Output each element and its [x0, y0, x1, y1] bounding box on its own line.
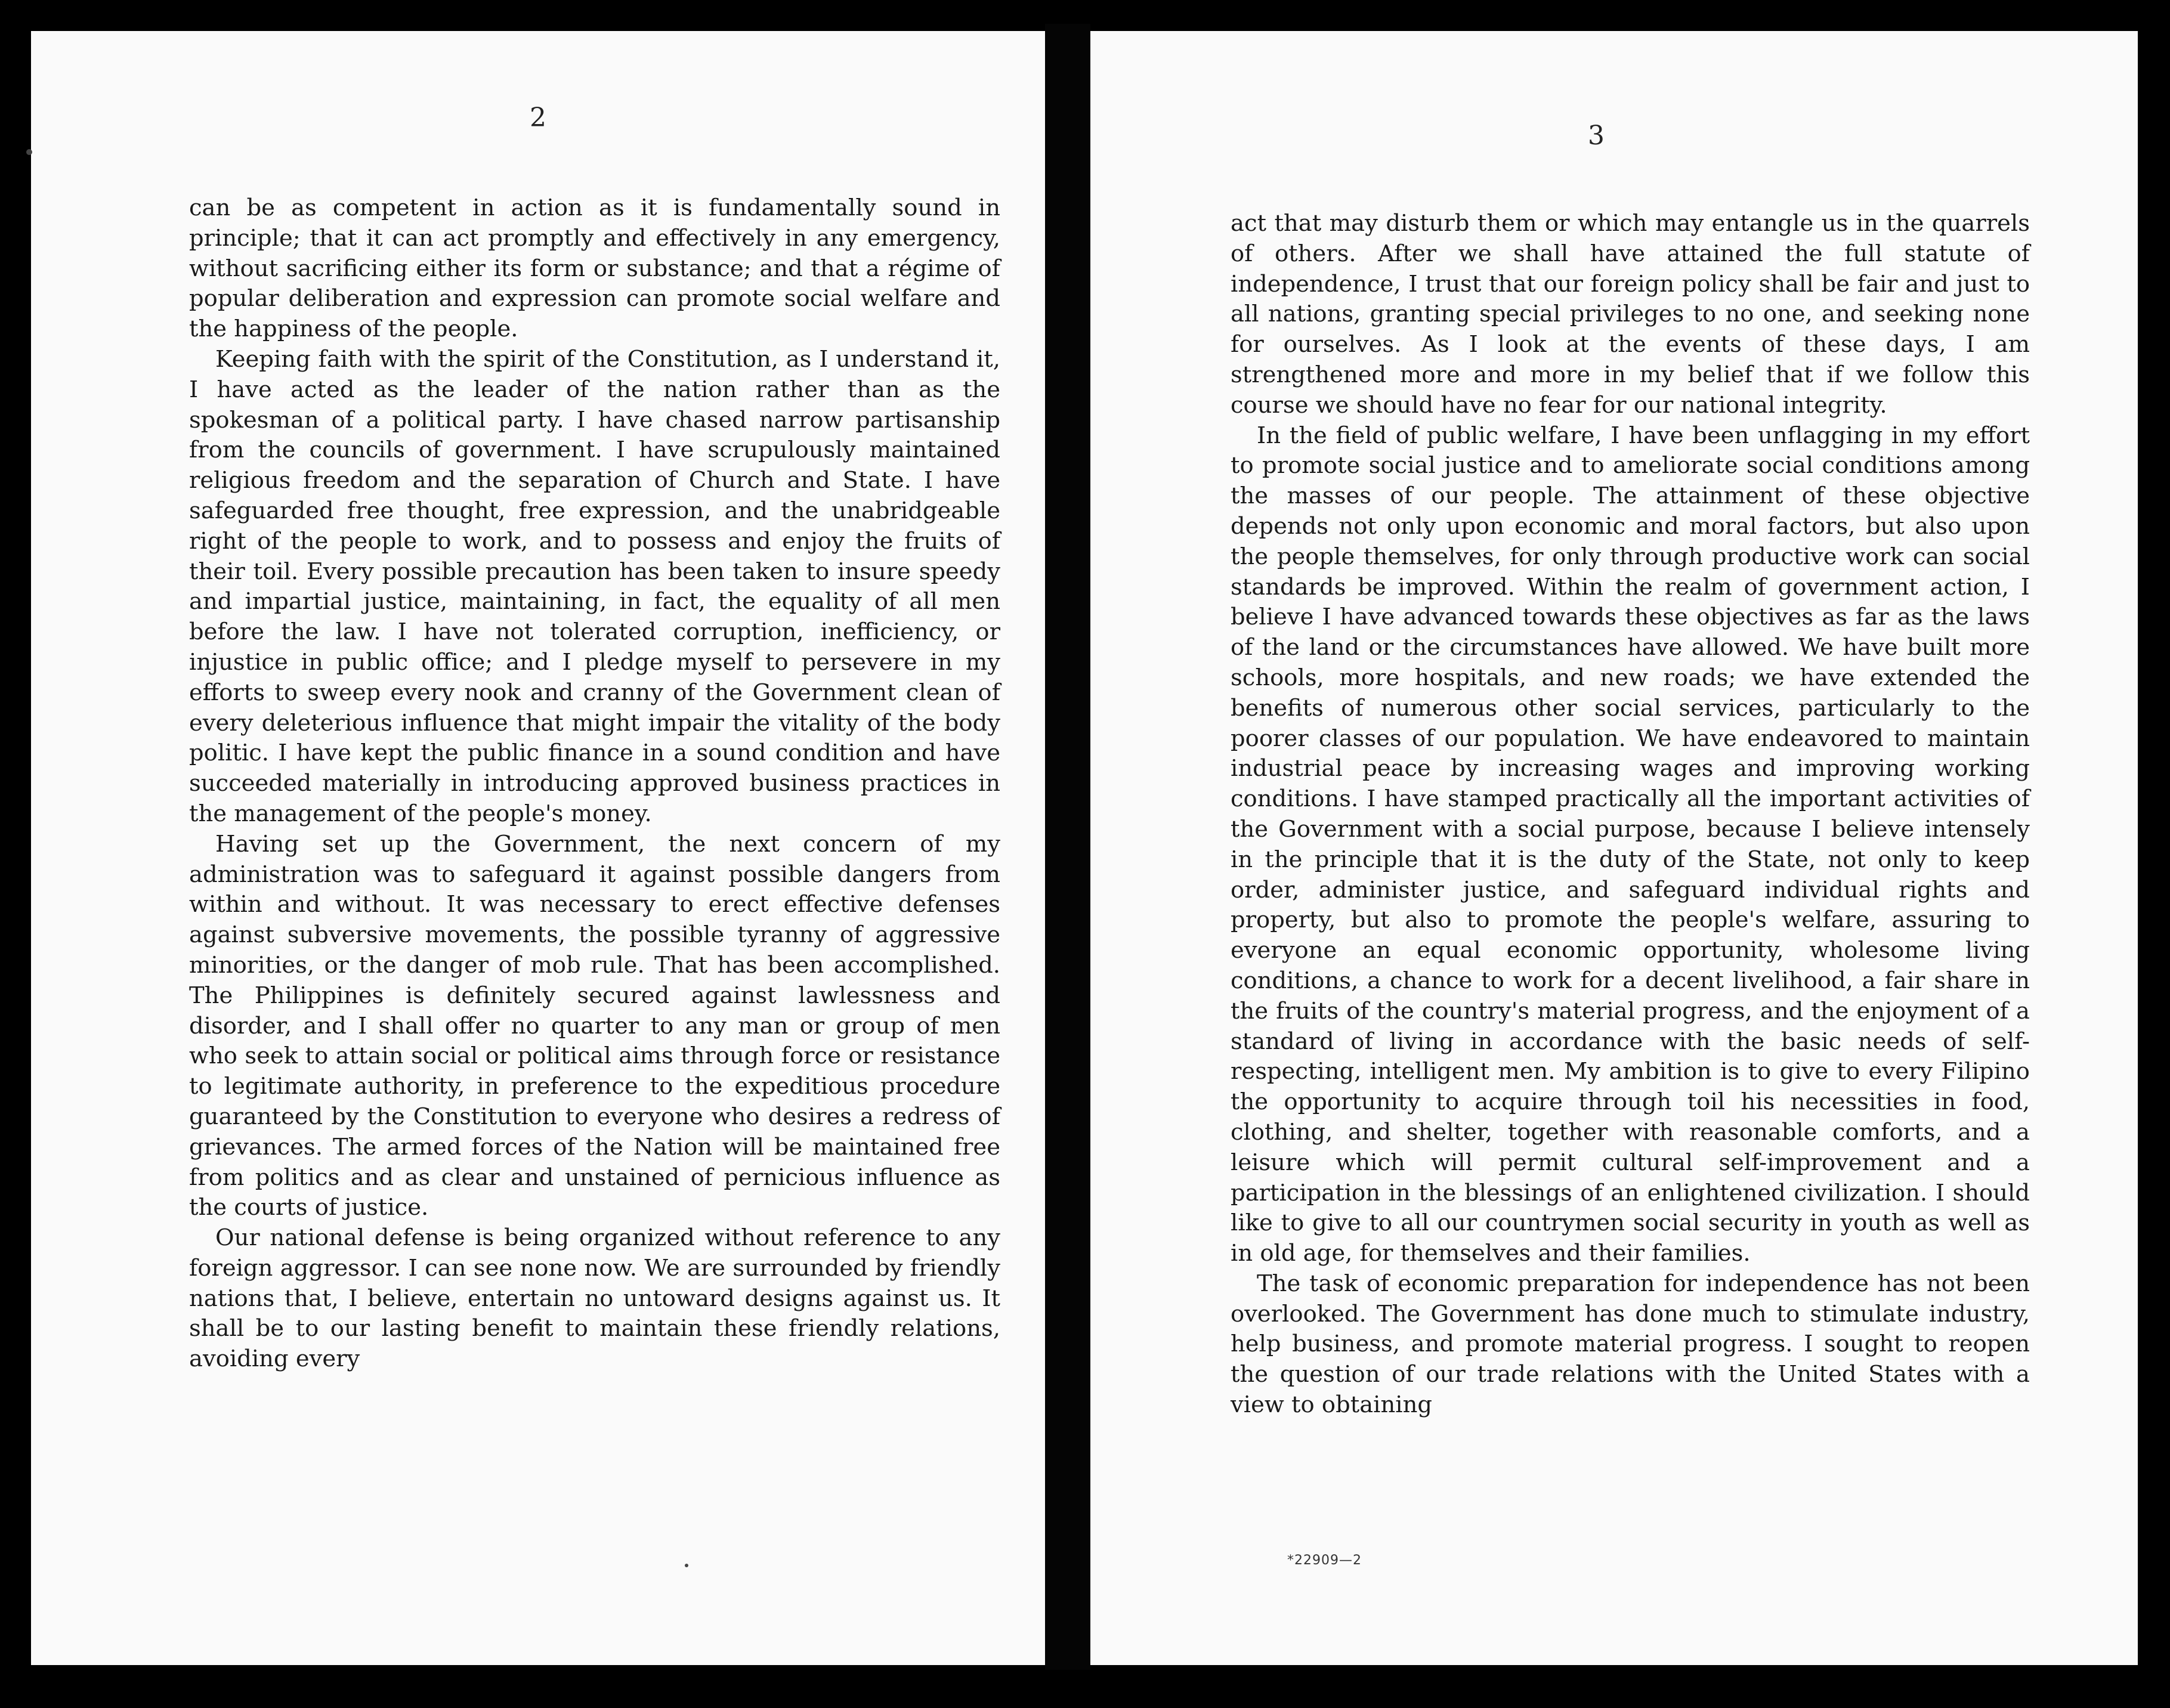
paragraph: In the field of public welfare, I have been unflagging in my effort to promote social justice and to ameliorate social conditions among the masses of our people. The attainment of these objective depends not only upon economic and moral factors, but also upon the people themselves, for only through productive work can social standards be improved. Within the realm of government action, I believe I have advanced towards these objectives as far as the laws of the land or the circumstances have allowed. We have built more schools, more hospitals, and new roads; we have extended the benefits of numerous other social services, particularly to the poorer classes of our population. We have endeavored to maintain industrial peace by increasing wages and improving working conditions. I have stamped practically all the important activities of the Government with a social purpose, because I believe intensely in the principle that it is the duty of the State, not only to keep order, administer justice, and safeguard individual rights and property, but also to promote the people's welfare, assuring to everyone an equal economic opportunity, wholesome living conditions, a chance to work for a decent livelihood, a fair share in the fruits of the country's material progress, and the enjoyment of a standard of living in accordance with the basic needs of self-respecting, intelligent men. My ambition is to give to every Filipino the opportunity to acquire through toil his necessities in food, clothing, and shelter, together with reasonable comforts, and a leisure which will permit cultural self-improvement and a participation in the blessings of an enlightened civilization. I should like to give to all our countrymen social security in youth as well as in old age, for themselves and their families.: [1231, 422, 2030, 1267]
dust-speck: [26, 149, 32, 155]
paragraph: Our national defense is being organized without reference to any foreign aggressor. I can see none now. We are surrounded by friendly nations that, I believe, entertain no untoward designs against us. It shall be to our lasting benefit to maintain these friendly relations, avoiding every: [189, 1224, 1000, 1373]
right-page: [1090, 31, 2138, 1665]
printer-mark: *22909—2: [1287, 1553, 1362, 1568]
book-gutter: [1045, 24, 1090, 1670]
body-text: [189, 193, 1000, 1375]
paragraph: act that may disturb them or which may entangle us in the quarrels of others. After we shall have attained the full statute of independence, I trust that our foreign policy shall be fair and just to all nations, granting special privileges to no one, and seeking none for ourselves. As I look at the events of these days, I am strengthened more and more in my belief that if we follow this course we should have no fear for our national integrity.: [1231, 210, 2030, 419]
left-page: [31, 31, 1045, 1665]
body-text: [1231, 209, 2030, 1421]
paragraph: The task of economic preparation for independence has not been overlooked. The Government has done much to stimulate industry, help business, and promote material progress. I sought to reopen the question of our trade relations with the United States with a view to obtaining: [1231, 1270, 2030, 1419]
page-number: 3: [1588, 120, 1605, 151]
paragraph: Having set up the Government, the next concern of my administration was to safeguard it against possible dangers from within and without. It was necessary to erect effective defenses against subversive movements, the possible tyranny of aggressive minorities, or the danger of mob rule. That has been accomplished. The Philippines is definitely secured against lawlessness and disorder, and I shall offer no quarter to any man or group of men who seek to attain social or political aims through force or resistance to legitimate authority, in preference to the expeditious procedure guaranteed by the Constitution to everyone who desires a redress of grievances. The armed forces of the Nation will be maintained free from politics and as clear and unstained of pernicious influence as the courts of justice.: [189, 830, 1000, 1221]
page-number: 2: [530, 103, 546, 133]
dust-speck: [685, 1564, 688, 1567]
paragraph: can be as competent in action as it is fundamentally sound in principle; that it can act promptly and effectively in any emergency, without sacrificing either its form or substance; and that a régime of popular deliberation and expression can promote social welfare and the happiness of the people.: [189, 194, 1000, 343]
paragraph: Keeping faith with the spirit of the Constitution, as I understand it, I have acted as the leader of the nation rather than as the spokesman of a political party. I have chased narrow partisanship from the councils of government. I have scrupulously maintained religious freedom and the separation of Church and State. I have safeguarded free thought, free expression, and the unabridgeable right of the people to work, and to possess and enjoy the fruits of their toil. Every possible precaution has been taken to insure speedy and impartial justice, maintaining, in fact, the equality of all men before the law. I have not tolerated corruption, inefficiency, or injustice in public office; and I pledge myself to persevere in my efforts to sweep every nook and cranny of the Government clean of every deleterious influence that might impair the vitality of the body politic. I have kept the public finance in a sound condition and have succeeded materially in introducing approved business practices in the management of the people's money.: [189, 345, 1000, 827]
